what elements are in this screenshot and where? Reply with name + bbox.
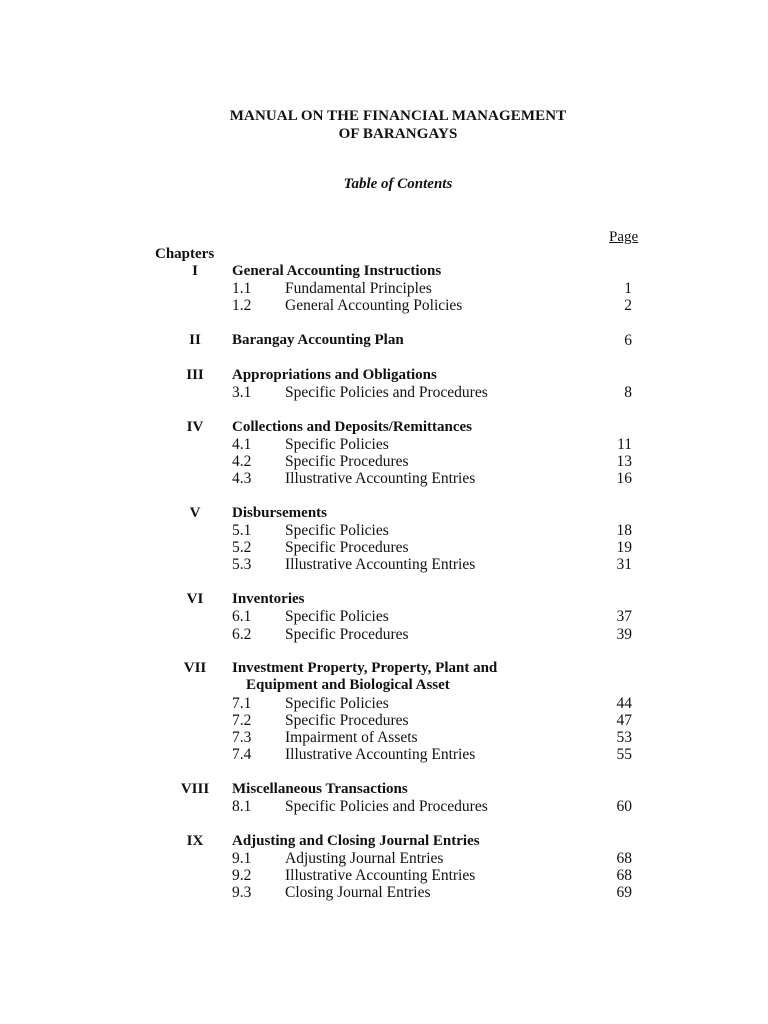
section-number: 9.1 <box>232 849 252 867</box>
document-title-line-1: MANUAL ON THE FINANCIAL MANAGEMENT <box>229 108 567 124</box>
section-number: 4.2 <box>232 453 252 470</box>
chapter-number: I <box>192 263 198 279</box>
toc-section-line <box>0 384 768 401</box>
section-page-number: 8 <box>624 383 632 401</box>
section-page-number: 47 <box>616 711 632 729</box>
chapter-title: Investment Property, Property, Plant and <box>232 660 498 677</box>
chapter-number: VIII <box>180 780 210 797</box>
section-page-number: 16 <box>616 470 632 488</box>
section-number: 9.3 <box>232 884 252 902</box>
section-page-number: 19 <box>616 539 632 557</box>
chapters-column-label: Chapters <box>155 246 215 262</box>
chapter-number: VII <box>183 660 207 677</box>
section-title: Fundamental Principles <box>285 280 432 298</box>
toc-section-line <box>0 453 768 470</box>
toc-section-line <box>0 470 768 487</box>
toc-section-line <box>0 850 768 867</box>
section-page-number: 37 <box>616 608 632 626</box>
toc-section-line <box>0 729 768 746</box>
section-number: 7.3 <box>232 728 252 746</box>
section-page-number: 11 <box>617 435 632 453</box>
section-number: 8.1 <box>232 798 252 815</box>
toc-chapter-line <box>0 419 768 436</box>
section-number: 1.1 <box>232 280 252 298</box>
section-page-number: 44 <box>616 694 632 712</box>
toc-section-line <box>0 798 768 815</box>
chapter-number: V <box>189 504 201 521</box>
section-title: Specific Procedures <box>285 625 409 643</box>
toc-section-line <box>0 436 768 453</box>
section-title: Specific Policies <box>285 608 389 626</box>
section-page-number: 18 <box>616 522 632 540</box>
section-page-number: 68 <box>616 849 632 867</box>
chapter-title: Equipment and Biological Asset <box>246 677 450 694</box>
toc-section-line <box>0 867 768 884</box>
toc-chapter <box>0 833 768 902</box>
toc-section-line <box>0 539 768 556</box>
section-number: 5.3 <box>232 556 252 574</box>
toc-chapter-line <box>0 833 768 850</box>
toc-chapter-line <box>0 332 768 349</box>
section-title: Illustrative Accounting Entries <box>285 470 476 488</box>
section-number: 7.4 <box>232 746 252 764</box>
section-page-number: 68 <box>616 867 632 885</box>
chapter-number: III <box>186 366 204 383</box>
toc-heading: Table of Contents <box>343 176 453 192</box>
section-title: Specific Policies <box>285 435 389 453</box>
toc-chapter-line <box>0 263 768 280</box>
toc-chapter-line <box>0 677 768 694</box>
chapter-title: Miscellaneous Transactions <box>232 780 408 797</box>
section-page-number: 69 <box>616 884 632 902</box>
section-title: Specific Policies and Procedures <box>285 798 488 815</box>
section-number: 1.2 <box>232 297 252 315</box>
toc-chapter-line <box>0 781 768 798</box>
toc-chapter-line <box>0 367 768 384</box>
section-number: 4.1 <box>232 435 252 453</box>
chapter-number: IX <box>186 832 204 849</box>
toc-section-line <box>0 626 768 643</box>
section-title: Illustrative Accounting Entries <box>285 556 476 574</box>
section-title: Closing Journal Entries <box>285 884 431 902</box>
section-number: 7.1 <box>232 694 252 712</box>
section-title: Specific Policies and Procedures <box>285 383 488 401</box>
section-number: 9.2 <box>232 867 252 885</box>
page-column-label: Page <box>609 229 639 245</box>
chapter-title: Collections and Deposits/Remittances <box>232 418 472 435</box>
toc-section-line <box>0 695 768 712</box>
section-title: General Accounting Policies <box>285 297 463 315</box>
section-page-number: 53 <box>616 728 632 746</box>
table-of-contents <box>0 263 768 919</box>
toc-chapter <box>0 591 768 643</box>
toc-section-line <box>0 280 768 297</box>
toc-section-line <box>0 522 768 539</box>
section-number: 7.2 <box>232 711 252 729</box>
section-title: Specific Procedures <box>285 711 409 729</box>
toc-section-line <box>0 884 768 901</box>
section-number: 5.1 <box>232 522 252 540</box>
section-number: 6.1 <box>232 608 252 626</box>
toc-chapter <box>0 263 768 315</box>
toc-chapter <box>0 660 768 763</box>
section-page-number: 31 <box>616 556 632 574</box>
chapter-page-number: 6 <box>624 332 632 350</box>
section-page-number: 2 <box>624 297 632 315</box>
toc-chapter <box>0 332 768 349</box>
section-title: Specific Policies <box>285 694 389 712</box>
chapter-title: Appropriations and Obligations <box>232 366 437 383</box>
toc-section-line <box>0 297 768 314</box>
section-page-number: 55 <box>616 746 632 764</box>
section-title: Specific Policies <box>285 522 389 540</box>
section-number: 3.1 <box>232 383 252 401</box>
section-page-number: 39 <box>616 625 632 643</box>
section-title: Specific Procedures <box>285 539 409 557</box>
section-title: Impairment of Assets <box>285 728 418 746</box>
chapter-title: Barangay Accounting Plan <box>232 332 404 349</box>
toc-chapter-line <box>0 660 768 677</box>
section-title: Specific Procedures <box>285 453 409 470</box>
toc-chapter-line <box>0 591 768 608</box>
document-title-line-2: OF BARANGAYS <box>338 126 458 142</box>
toc-section-line <box>0 746 768 763</box>
chapter-title: General Accounting Instructions <box>232 263 442 279</box>
toc-chapter <box>0 505 768 574</box>
toc-section-line <box>0 712 768 729</box>
toc-chapter-line <box>0 505 768 522</box>
toc-chapter <box>0 781 768 815</box>
toc-section-line <box>0 556 768 573</box>
section-number: 6.2 <box>232 625 252 643</box>
toc-chapter <box>0 419 768 488</box>
chapter-title: Inventories <box>232 591 305 608</box>
section-page-number: 1 <box>624 280 632 298</box>
chapter-number: II <box>189 332 201 349</box>
section-title: Illustrative Accounting Entries <box>285 867 476 885</box>
section-page-number: 60 <box>616 798 632 815</box>
chapter-title: Adjusting and Closing Journal Entries <box>232 832 480 849</box>
section-page-number: 13 <box>616 453 632 470</box>
section-number: 4.3 <box>232 470 252 488</box>
toc-chapter <box>0 367 768 401</box>
section-number: 5.2 <box>232 539 252 557</box>
chapter-number: IV <box>186 418 204 435</box>
toc-section-line <box>0 608 768 625</box>
chapter-title: Disbursements <box>232 504 328 521</box>
chapter-number: VI <box>186 591 204 608</box>
section-title: Adjusting Journal Entries <box>285 849 444 867</box>
section-title: Illustrative Accounting Entries <box>285 746 476 764</box>
